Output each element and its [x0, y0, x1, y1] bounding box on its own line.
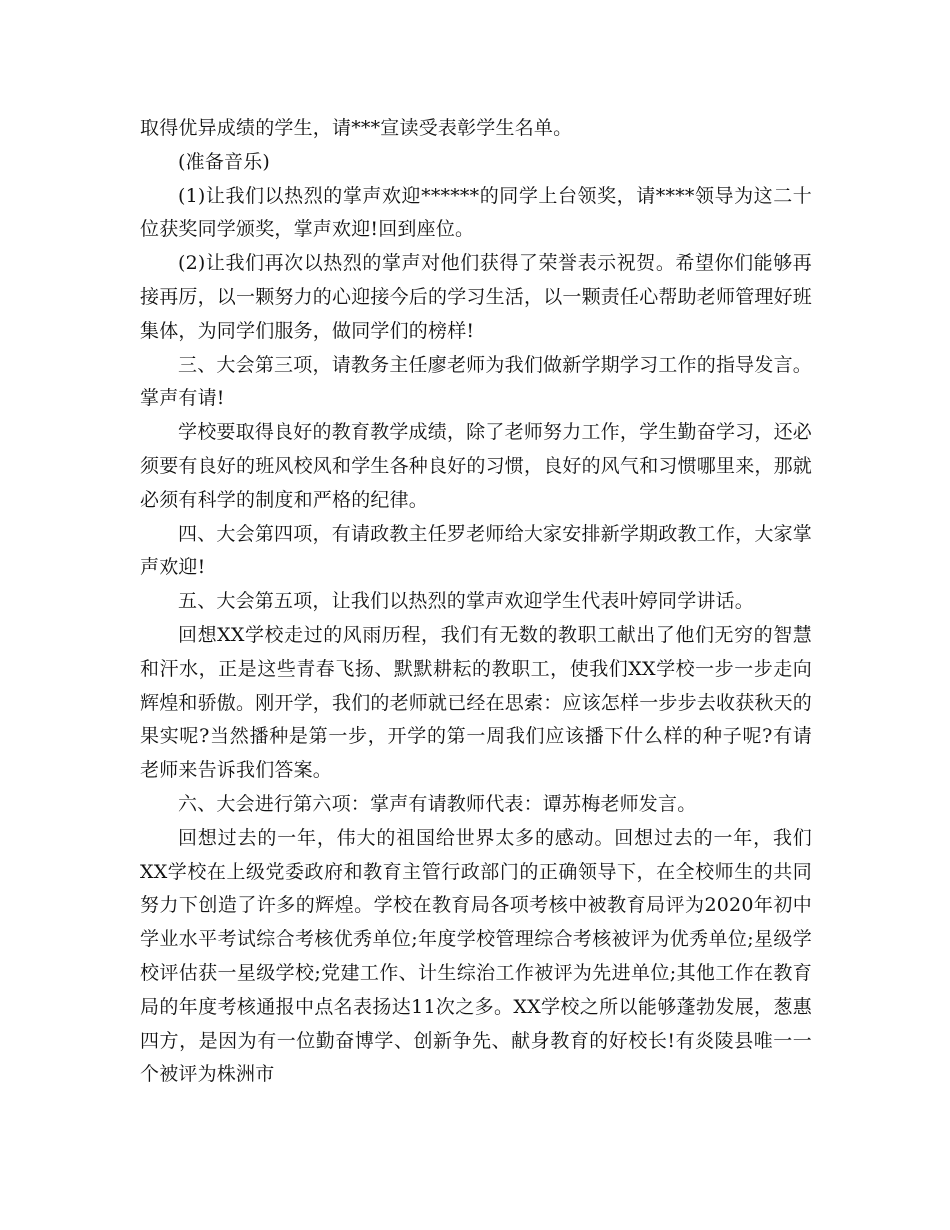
- document-body: [140, 112, 812, 1092]
- paragraph-11: 回想过去的一年，伟大的祖国给世界太多的感动。回想过去的一年，我们XX学校在上级党委政府和教育主管行政部门的正确领导下，在全校师生的共同努力下创造了许多的辉煌。学校在教育局各项考核中被教育局评为2020年初中学业水平考试综合考核优秀单位;年度学校管理综合考核被评为优秀单位;星级学校评估获一星级学校;党建工作、计生综治工作被评为先进单位;其他工作在教育局的年度考核通报中点名表扬达11次之多。XX学校之所以能够蓬勃发展，葱惠四方，是因为有一位勤奋博学、创新争先、献身教育的好校长!有炎陵县唯一一个被评为株洲市: [140, 826, 812, 1086]
- paragraph-2: (准备音乐): [178, 150, 271, 173]
- paragraph-10: 六、大会进行第六项：掌声有请教师代表：谭苏梅老师发言。: [178, 792, 697, 815]
- paragraph-3: (1)让我们以热烈的掌声欢迎******的同学上台领奖，请****领导为这二十位获奖同学颁奖，掌声欢迎!回到座位。: [140, 184, 812, 241]
- paragraph-5: 三、大会第三项，请教务主任廖老师为我们做新学期学习工作的指导发言。掌声有请!: [140, 353, 812, 410]
- paragraph-9: 回想XX学校走过的风雨历程，我们有无数的教职工献出了他们无穷的智慧和汗水，正是这些青春飞扬、默默耕耘的教职工，使我们XX学校一步一步走向辉煌和骄傲。刚开学，我们的老师就已经在思索：应该怎样一步步去收获秋天的果实呢?当然播种是第一步，开学的第一周我们应该播下什么样的种子呢?有请老师来告诉我们答案。: [140, 623, 813, 782]
- paragraph-8: 五、大会第五项，让我们以热烈的掌声欢迎学生代表叶婷同学讲话。: [178, 590, 755, 613]
- paragraph-1: 取得优异成绩的学生，请***宣读受表彰学生名单。: [140, 117, 573, 139]
- paragraph-4: (2)让我们再次以热烈的掌声对他们获得了荣誉表示祝贺。希望你们能够再接再厉，以一颗努力的心迎接今后的学习生活，以一颗责任心帮助老师管理好班集体，为同学们服务，做同学们的榜样!: [140, 252, 813, 342]
- paragraph-7: 四、大会第四项，有请政教主任罗老师给大家安排新学期政教工作，大家掌声欢迎!: [140, 522, 812, 579]
- paragraph-6: 学校要取得良好的教育教学成绩，除了老师努力工作，学生勤奋学习，还必须要有良好的班风校风和学生各种良好的习惯，良好的风气和习惯哪里来，那就必须有科学的制度和严格的纪律。: [140, 421, 813, 511]
